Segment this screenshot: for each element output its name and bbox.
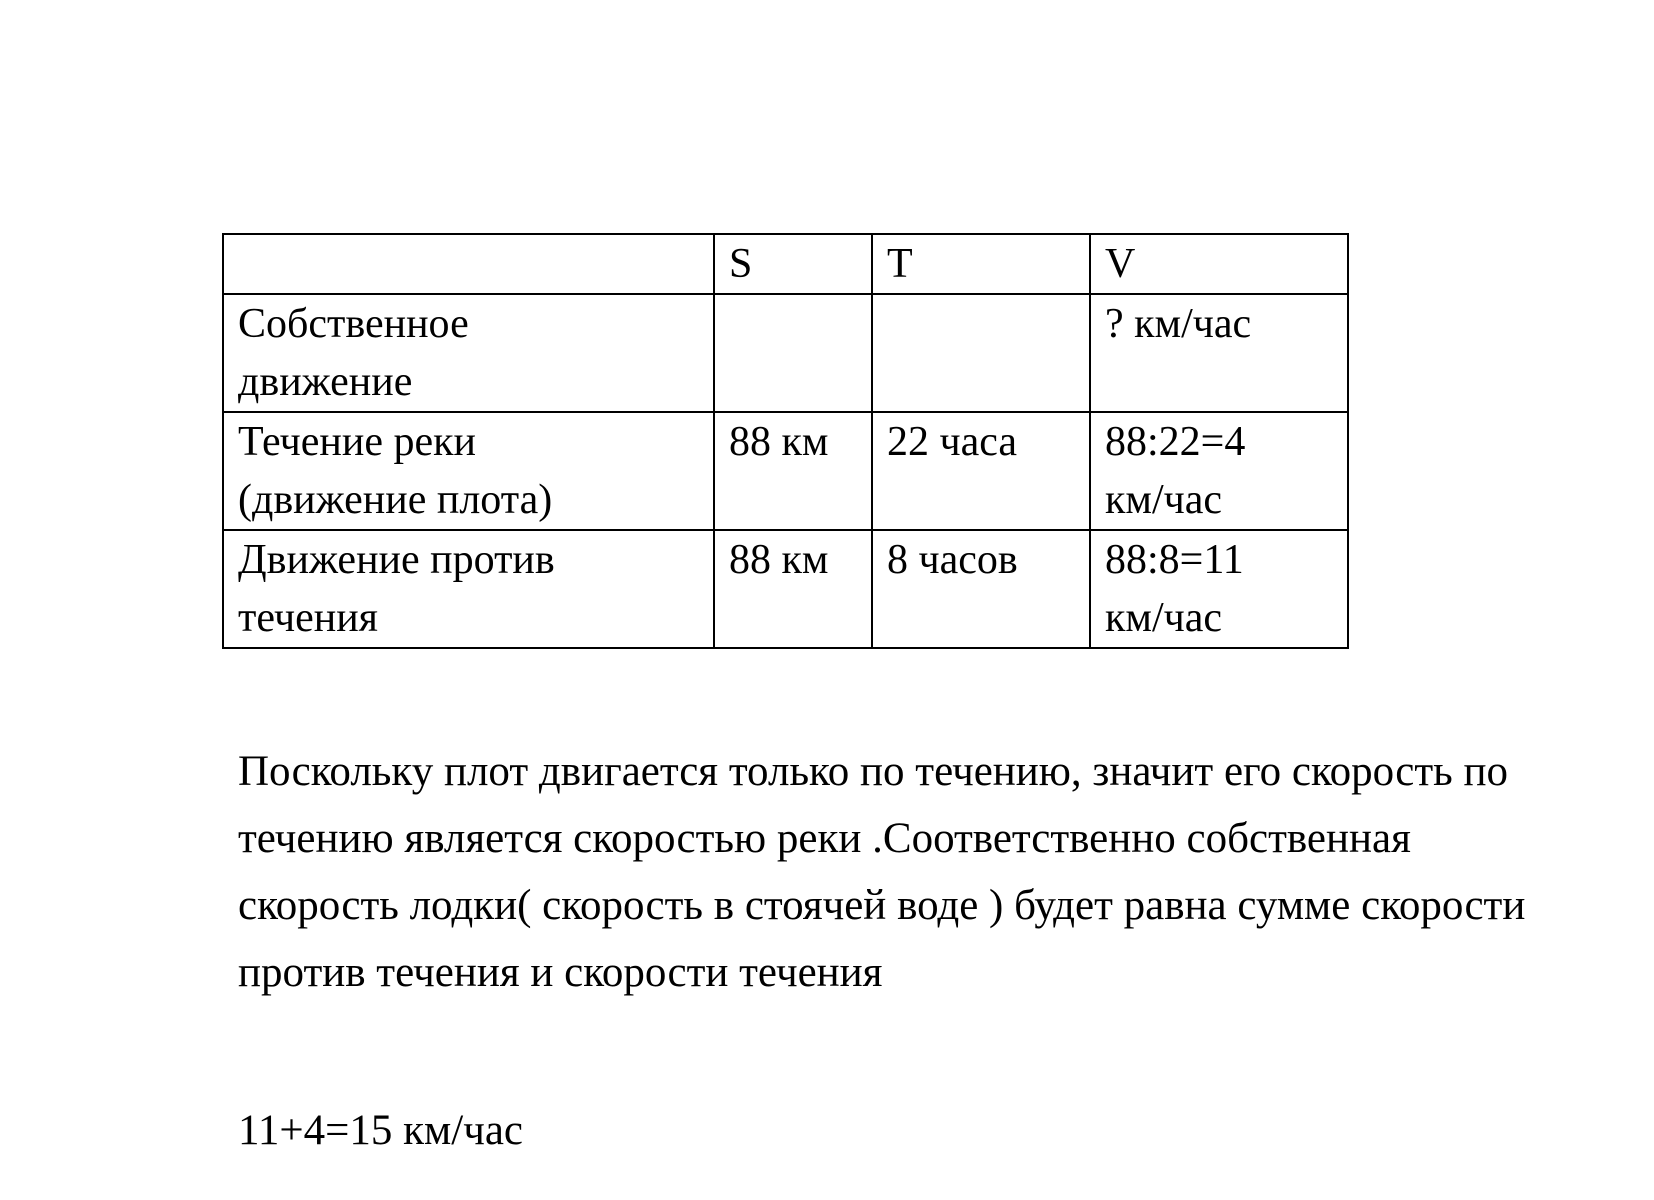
row-label-cell (223, 294, 714, 412)
speed-value: 88:8=11 км/час (1105, 537, 1244, 641)
time-cell (872, 294, 1090, 412)
speed-cell (1090, 412, 1348, 530)
speed-cell (1090, 294, 1348, 412)
header-cell-t (872, 234, 1090, 294)
header-cell-empty (223, 234, 714, 294)
row-label-cell (223, 412, 714, 530)
distance-cell (714, 530, 872, 648)
table-row (223, 294, 1348, 412)
distance-cell (714, 412, 872, 530)
speed-value: ? км/час (1105, 301, 1252, 347)
result-formula: 11+4=15 км/час (238, 1107, 524, 1154)
row-label: Собственное движение (238, 301, 469, 405)
header-cell-v (1090, 234, 1348, 294)
table-row (223, 412, 1348, 530)
time-cell (872, 412, 1090, 530)
time-value: 22 часа (887, 419, 1018, 465)
header-cell-s (714, 234, 872, 294)
speed-cell (1090, 530, 1348, 648)
distance-value: 88 км (729, 537, 829, 583)
row-label: Течение реки (движение плота) (238, 419, 553, 523)
motion-table (222, 233, 1349, 649)
speed-value: 88:22=4 км/час (1105, 419, 1246, 523)
header-s-text: S (729, 241, 753, 287)
row-label-cell (223, 530, 714, 648)
distance-cell (714, 294, 872, 412)
header-v-text: V (1105, 241, 1136, 287)
table-row (223, 530, 1348, 648)
distance-value: 88 км (729, 419, 829, 465)
explanation-paragraph: Поскольку плот двигается только по течению, значит его скорость по течению является скоростью реки .Соответственно собственная скорость лодки( скорость в стоячей воде ) будет равна сумме скорости против течения и скорости течения (238, 748, 1526, 996)
table-header-row (223, 234, 1348, 294)
row-label: Движение против течения (238, 537, 555, 641)
time-cell (872, 530, 1090, 648)
time-value: 8 часов (887, 537, 1018, 583)
header-t-text: T (887, 241, 913, 287)
